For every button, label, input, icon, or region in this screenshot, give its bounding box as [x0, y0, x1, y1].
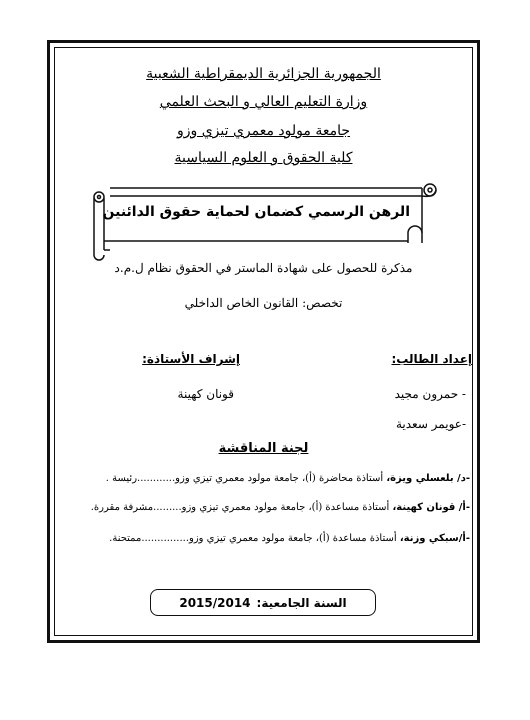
university-header: جامعة مولود معمري تيزي وزو: [176, 123, 351, 139]
member-details: أستاذة مساعدة (أ)، جامعة مولود معمري تيزي وزو...............ممتحنة.: [109, 533, 397, 544]
thesis-purpose: مذكرة للحصول على شهادة الماستر في الحقوق نظام ل.م.د: [114, 261, 413, 275]
academic-year-label: السنة الجامعية:: [256, 595, 347, 610]
student-name: - حمرون مجيد: [394, 387, 466, 401]
thesis-title: الرهن الرسمي كضمان لحماية حقوق الدائنين: [102, 204, 410, 220]
member-name: -أ/سبكي وزنة،: [399, 533, 470, 544]
committee-member: [106, 474, 470, 484]
member-name: -أ/ قونان كهينة،: [392, 502, 470, 513]
member-details: أستاذة مساعدة (أ)، جامعة مولود معمري تيزي وزو.........مشرفة مقررة.: [90, 502, 390, 513]
academic-year-box: [150, 589, 376, 616]
supervisor-name: قونان كهينة: [177, 387, 234, 401]
students-heading: إعداد الطالب:: [391, 352, 472, 366]
student-name: -عويمر سعدية: [395, 417, 466, 431]
committee-heading: لجنة المناقشة: [218, 441, 309, 456]
member-details: أستاذة محاضرة (أ)، جامعة مولود معمري تيزي وزو............رئيسة .: [105, 473, 384, 484]
committee-member: [91, 503, 470, 513]
member-name: -د/ بلعسلي ويزة،: [386, 473, 470, 484]
specialization: تخصص: القانون الخاص الداخلي: [184, 296, 343, 310]
supervisor-heading: إشراف الأستاذة:: [142, 352, 240, 366]
faculty-header: كلية الحقوق و العلوم السياسية: [174, 150, 353, 166]
republic-header: الجمهورية الجزائرية الديمقراطية الشعبية: [146, 66, 381, 82]
ministry-header: وزارة التعليم العالي و البحث العلمي: [159, 94, 368, 110]
committee-member: [109, 534, 470, 544]
academic-year-value: 2015/2014: [179, 595, 251, 610]
